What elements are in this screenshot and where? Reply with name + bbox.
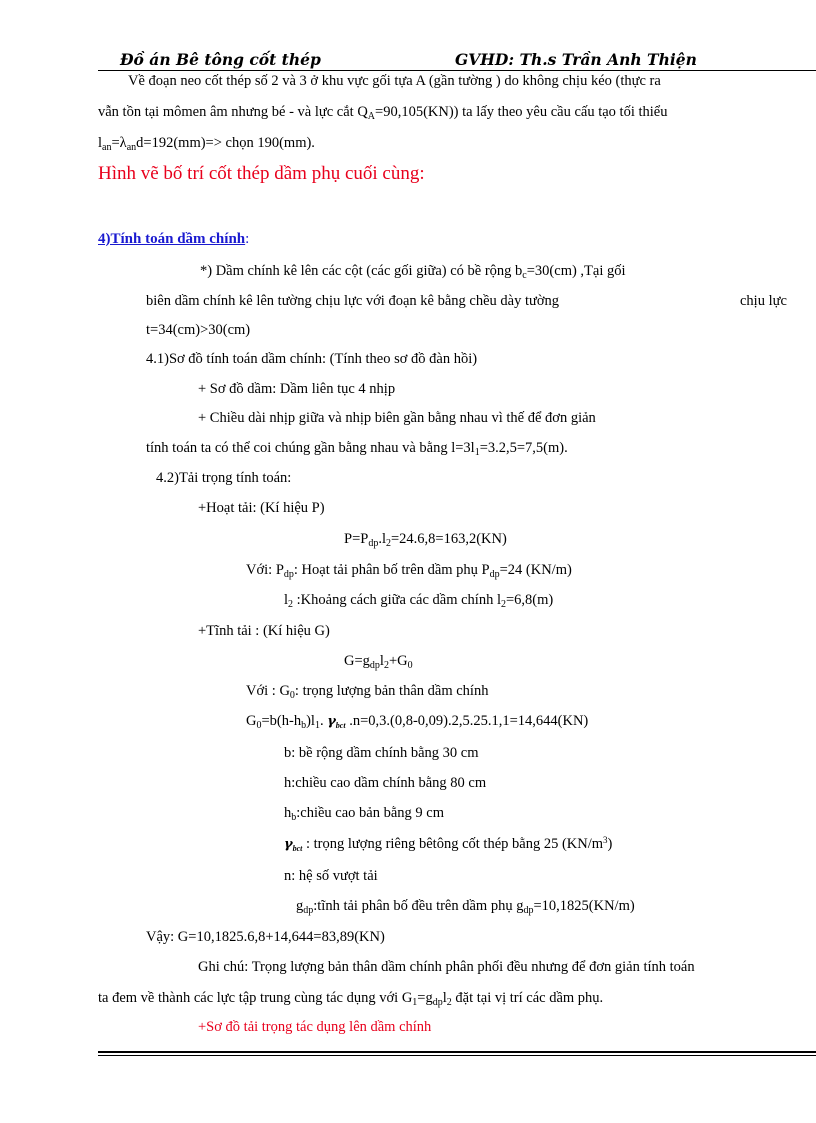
def-h: h:chiều cao dầm chính bằng 80 cm: [284, 775, 487, 791]
dead-load-title: +Tĩnh tải : (Kí hiệu G): [198, 623, 330, 639]
gamma-symbol: γ: [284, 837, 293, 852]
def-hb: $h_b:chiều$ cao bản bằng 9 cm: [284, 805, 445, 823]
para-anchorage-line3: $l_{an}=\lambda_{an}d=192(mm)=>$ chọn 190(mm).: [98, 135, 315, 153]
note-line2: ta đem về thành các lực tập trung cùng tác dụng với $G_1=g_{dp}l_2$ đặt tại vị trí các dầm phụ.: [98, 990, 604, 1008]
self-weight-formula: $G_0=b(h-h_b)l_1$. $\gamma_{bct}$ .n=0,3.(0,8-0,09).2,5.25.1,1=14,644(KN): [246, 713, 589, 731]
section-4-title: 4)Tính toán dầm chính:: [98, 231, 250, 247]
main-beam-support-line3: t=34(cm)>30(cm): [146, 322, 251, 338]
subsection-4-2: 4.2)Tải trọng tính toán:: [156, 470, 292, 486]
beam-scheme: + Sơ đồ dầm: Dầm liên tục 4 nhịp: [198, 381, 396, 397]
def-n: n: hệ số vượt tải: [284, 868, 378, 884]
subsection-4-1: 4.1)Sơ đồ tính toán dầm chính: (Tính theo sơ đồ đàn hồi): [146, 351, 478, 367]
def-b: b: bề rộng dầm chính bằng 30 cm: [284, 745, 479, 761]
span-length-line2: tính toán ta có thể coi chúng gần bằng nhau và bằng $l=3l_1=3.2,5=7,5(m)$.: [146, 440, 568, 458]
header-rule: [98, 70, 816, 71]
figure-title: Hình vẽ bố trí cốt thép dầm phụ cuối cùng:: [98, 163, 425, 184]
main-beam-support-line2: biên dầm chính kê lên tường chịu lực với đoạn kê bằng chều dày tường: [146, 293, 560, 309]
dead-load-where-1: Với : $G_0$: trọng lượng bản thân dầm chính: [246, 683, 489, 701]
footer-rule-top: [98, 1051, 816, 1053]
para-anchorage-line2: vẫn tồn tại mômen âm nhưng bé - và lực cắt $Q_A=90,105(KN)$) ta lấy theo yêu cầu cấu tạo tối thiểu: [98, 104, 668, 122]
span-length-line1: + Chiều dài nhịp giữa và nhịp biên gần bằng nhau vì thế để đơn giản: [198, 410, 596, 426]
live-load-title: +Hoạt tải: (Kí hiệu P): [198, 500, 325, 516]
dead-load-formula: $G=g_{dp}l_2+G_0$: [344, 653, 413, 671]
footer-rule-bottom: [98, 1055, 816, 1056]
live-load-where-2: $l_2$ :Khoảng cách giữa các dầm chính $l_2=6,8(m)$: [284, 592, 554, 610]
def-gamma: $\gamma_{bct}$ : trọng lượng riêng bêtông cốt thép bằng 25 $(KN/m^3)$: [284, 835, 613, 853]
note-line1: Ghi chú: Trọng lượng bản thân dầm chính phân phối đều nhưng để đơn giản tính toán: [198, 959, 695, 975]
header-left: Đồ án Bê tông cốt thép: [120, 50, 321, 69]
def-gdp: $g_{dp}:tĩnh$ tải phân bố đều trên dầm phụ $g_{dp}=10,1825(KN/m)$: [296, 898, 635, 916]
header-right: GVHD: Th.s Trần Anh Thiện: [455, 50, 697, 69]
para-anchorage-line1: Về đoạn neo cốt thép số 2 và 3 ở khu vực gối tựa A (gần tường ) do không chịu kéo (thực ra: [128, 73, 661, 89]
live-load-where-1: Với: $P_{dp}$: Hoạt tải phân bố trên dầm phụ $P_{dp}=24$ (KN/m): [246, 562, 572, 580]
live-load-formula: $P=P_{dp}.l_2=24.6,8=163,2(KN)$: [344, 531, 507, 549]
gamma-symbol: γ: [327, 714, 336, 729]
load-diagram-title: +Sơ đồ tải trọng tác dụng lên dầm chính: [198, 1019, 432, 1035]
dead-load-result: Vậy: G=10,1825.6,8+14,644=83,89(KN): [146, 929, 385, 945]
main-beam-support-line2-end: chịu lực: [740, 293, 787, 309]
main-beam-support-line1: *) Dầm chính kê lên các cột (các gối giữa) có bề rộng $b_c=30(cm)$ ,Tại gối: [200, 263, 626, 281]
